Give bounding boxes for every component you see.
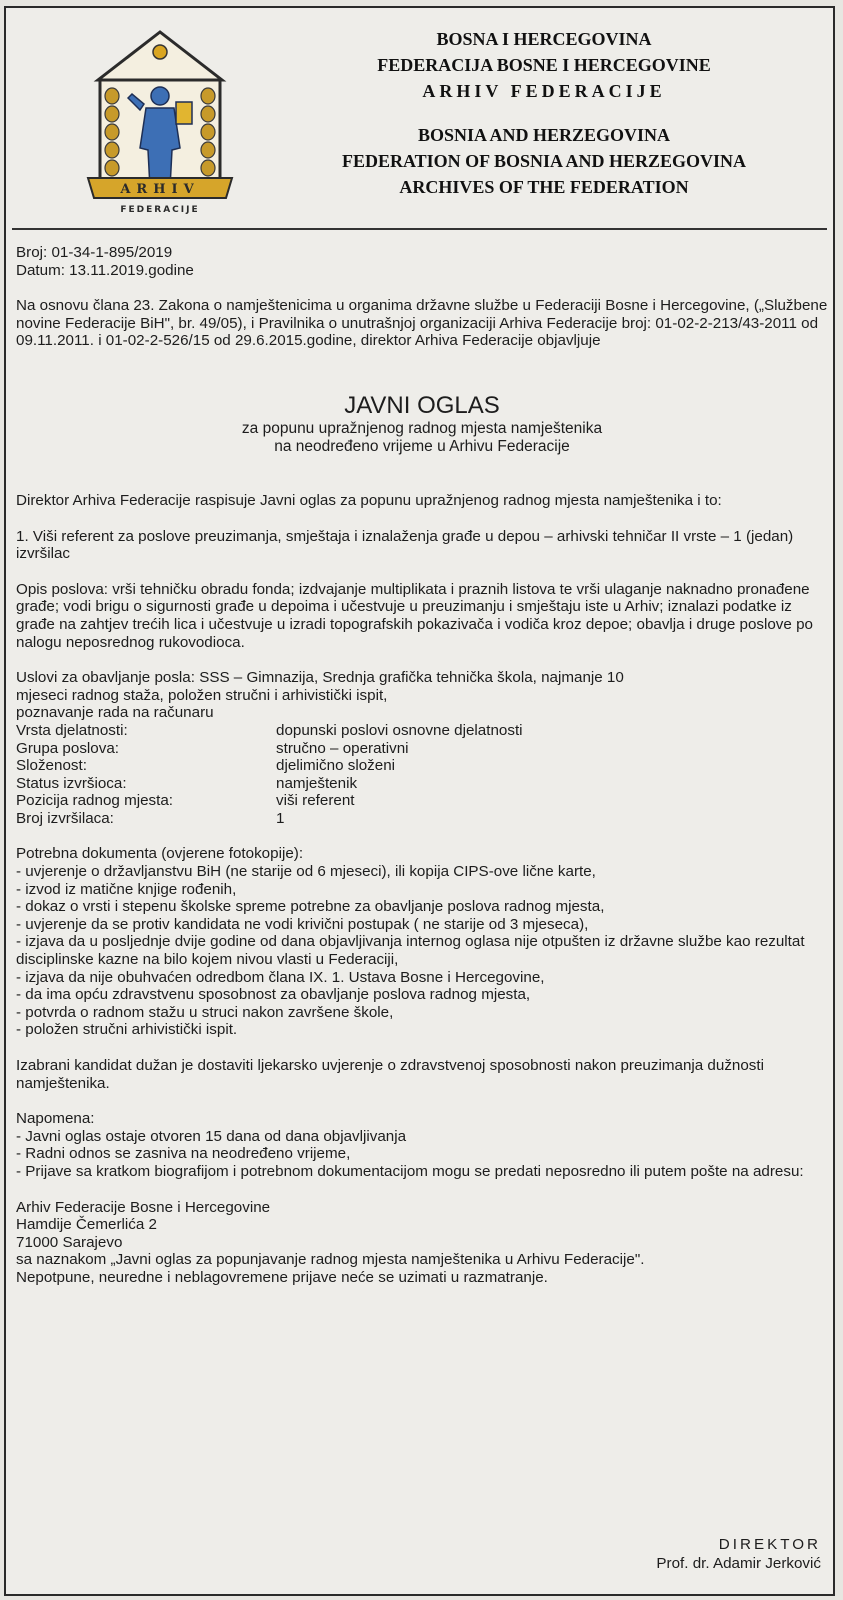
- letterhead-text: [324, 26, 764, 200]
- requirements-line: Uslovi za obavljanje posla: SSS – Gimnazija, Srednja grafička tehnička škola, najmanje 10: [16, 669, 624, 687]
- header-divider: [12, 228, 827, 230]
- documents-list: [16, 863, 828, 1039]
- spec-row: Složenost: djelimično složeni: [16, 757, 396, 775]
- closing-line: sa naznakom „Javni oglas za popunjavanje radnog mjesta namještenika u Arhivu Federacije".: [16, 1251, 645, 1269]
- address-line: Hamdije Čemerlića 2: [16, 1216, 157, 1234]
- reference-number: Broj: 01-34-1-895/2019: [16, 244, 173, 261]
- institution-bs: ARHIV FEDERACIJE: [422, 81, 666, 101]
- institution-en: ARCHIVES OF THE FEDERATION: [399, 177, 689, 197]
- country-bs: BOSNA I HERCEGOVINA: [436, 29, 652, 49]
- list-item: - Javni oglas ostaje otvoren 15 dana od dana objavljivanja: [16, 1127, 407, 1145]
- job-description: Opis poslova: vrši tehničku obradu fonda; izdvajanje multiplikata i praznih listova te vrši ulaganje naknadno pronađene građe; vodi brigu o sigurnosti građe u depoima i učestvuje u preuzimanju i smještaju iste u Arhiv; iznalazi podatke iz građe na zahtjev trećih lica i učestvuje u izradi topografskih pokazivača i vodiča kroz depoe; obavlja i druge poslove po nalogu neposrednog rukovodioca.: [16, 580, 813, 651]
- country-en: BOSNIA AND HERZEGOVINA: [417, 125, 671, 145]
- list-item: - izvod iz matične knjige rođenih,: [16, 880, 237, 898]
- selected-candidate-note: Izabrani kandidat dužan je dostaviti ljekarsko uvjerenje o zdravstvenoj sposobnosti nakon preuzimanja dužnosti namještenika.: [16, 1057, 764, 1092]
- notes: [16, 1110, 828, 1180]
- required-documents: [16, 845, 828, 1039]
- announcement-intro: Direktor Arhiva Federacije raspisuje Javni oglas za popunu upražnjenog radnog mjesta namještenika i to:: [16, 491, 722, 509]
- requirements-line: mjeseci radnog staža, položen stručni i arhivistički ispit,: [16, 686, 388, 704]
- spec-row: Status izvršioca: namještenik: [16, 774, 358, 792]
- announcement-title-block: [16, 392, 828, 456]
- mailing-address: [16, 1199, 828, 1287]
- svg-text:FEDERACIJE: FEDERACIJE: [120, 205, 200, 215]
- federation-bs: FEDERACIJA BOSNE I HERCEGOVINE: [377, 55, 711, 75]
- federation-en: FEDERATION OF BOSNIA AND HERZEGOVINA: [341, 151, 747, 171]
- address-line: Arhiv Federacije Bosne i Hercegovine: [16, 1198, 271, 1216]
- signature-block: [656, 1535, 821, 1573]
- document-body: [16, 244, 828, 1287]
- address-line: 71000 Sarajevo: [16, 1233, 123, 1251]
- requirements-line: poznavanje rada na računaru: [16, 704, 214, 722]
- position-title: 1. Viši referent za poslove preuzimanja, smještaja i iznalaženja građe u depou – arhivski tehničar II vrste – 1 (jedan) izvršilac: [16, 527, 794, 563]
- position-specs: [16, 722, 828, 828]
- list-item: - Radni odnos se zasniva na neodređeno vrijeme,: [16, 1145, 351, 1163]
- notes-list: [16, 1128, 828, 1181]
- documents-heading: Potrebna dokumenta (ovjerene fotokopije):: [16, 845, 304, 863]
- list-item: - Prijave sa kratkom biografijom i potrebnom dokumentacijom mogu se predati neposredno ili putem pošte na adresu:: [16, 1162, 804, 1180]
- spec-row: Broj izvršilaca: 1: [16, 809, 285, 827]
- list-item: - položen stručni arhivistički ispit.: [16, 1021, 238, 1039]
- list-item: - uvjerenje da se protiv kandidata ne vodi krivični postupak ( ne starije od 3 mjeseca),: [16, 915, 589, 933]
- signatory-title: DIREKTOR: [718, 1536, 821, 1553]
- closing-line: Nepotpune, neuredne i neblagovremene prijave neće se uzimati u razmatranje.: [16, 1268, 548, 1286]
- legal-basis-paragraph: Na osnovu člana 23. Zakona o namještenicima u organima državne službe u Federaciji Bosne i Hercegovine, („Službene novine Federacije BiH", br. 49/05), i Pravilnika o unutrašnjoj organizaciji Arhiva Federacije broj: 01-02-2-213/43-2011 od 09.11.2011. i 01-02-2-526/15 od 29.6.2015.godine, direktor Arhiva Federacije objavljuje: [16, 297, 828, 350]
- spec-row: Pozicija radnog mjesta: viši referent: [16, 792, 355, 810]
- reference-date: Datum: 13.11.2019.godine: [16, 261, 194, 279]
- document-page: [4, 6, 835, 1596]
- list-item: - izjava da nije obuhvaćen odredbom člana IX. 1. Ustava Bosne i Hercegovine,: [16, 968, 545, 986]
- signatory-name: Prof. dr. Adamir Jerković: [656, 1555, 821, 1572]
- archive-logo-emblem: [80, 28, 240, 218]
- notes-heading: Napomena:: [16, 1110, 95, 1128]
- announcement-subtitle-1: za popunu upražnjenog radnog mjesta namještenika: [241, 419, 603, 437]
- svg-text:ARHIV: ARHIV: [120, 182, 200, 197]
- spec-row: Grupa poslova: stručno – operativni: [16, 739, 409, 757]
- list-item: - potvrda o radnom stažu u struci nakon završene škole,: [16, 1003, 394, 1021]
- announcement-title: JAVNI OGLAS: [344, 391, 500, 419]
- requirements: [16, 669, 828, 722]
- list-item: - da ima opću zdravstvenu sposobnost za obavljanje poslova radnog mjesta,: [16, 986, 531, 1004]
- list-item: - izjava da u posljednje dvije godine od dana objavljivanja internog oglasa nije otpušten iz državne službe kao rezultat disciplinske kazne na bilo kojem nivou vlasti u Federaciji,: [16, 933, 805, 969]
- letterhead: [6, 8, 833, 230]
- list-item: - uvjerenje o državljanstvu BiH (ne starije od 6 mjeseci), ili kopija CIPS-ove lične karte,: [16, 863, 596, 881]
- list-item: - dokaz o vrsti i stepenu školske spreme potrebne za obavljanje poslova radnog mjesta,: [16, 898, 605, 916]
- announcement-subtitle-2: na neodređeno vrijeme u Arhivu Federacije: [274, 437, 570, 455]
- spec-row: Vrsta djelatnosti: dopunski poslovi osnovne djelatnosti: [16, 721, 523, 739]
